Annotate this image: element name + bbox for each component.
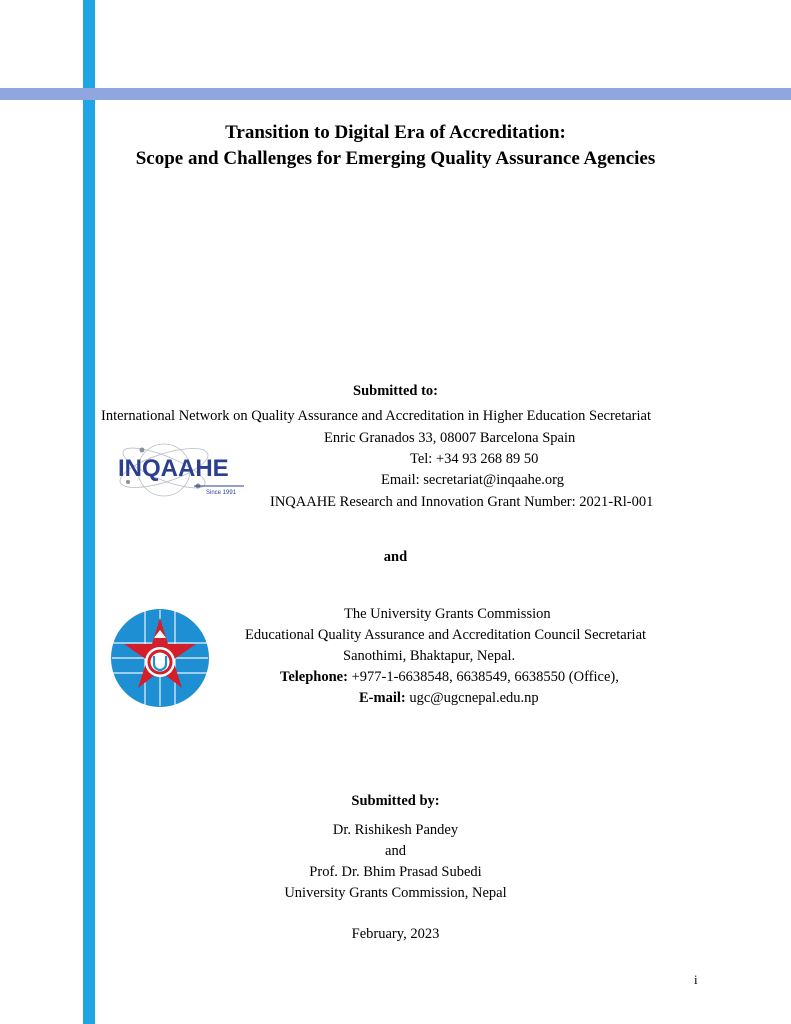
author-affiliation: University Grants Commission, Nepal: [284, 885, 507, 901]
title-line-2: Scope and Challenges for Emerging Quality Assurance Agencies: [135, 148, 656, 169]
author-1: Dr. Rishikesh Pandey: [332, 822, 459, 838]
ugc-nepal-logo: [110, 608, 210, 708]
inqaahe-org-name: International Network on Quality Assurance and Accreditation in Higher Education Secretariat: [101, 408, 652, 424]
inqaahe-logo-text: INQAAHE: [118, 455, 229, 482]
ugc-email-value: ugc@ugcnepal.edu.np: [405, 690, 539, 706]
ugc-email-label: E-mail:: [359, 690, 406, 706]
document-title: [0, 120, 791, 172]
ugc-email: [359, 688, 539, 709]
author-2: Prof. Dr. Bhim Prasad Subedi: [309, 864, 482, 880]
ugc-name: The University Grants Commission: [344, 606, 551, 622]
title-line-1: Transition to Digital Era of Accreditation:: [225, 122, 566, 143]
and-connector: and: [383, 549, 408, 565]
horizontal-accent-bar: [0, 88, 791, 100]
ugc-council: Educational Quality Assurance and Accreditation Council Secretariat: [245, 627, 647, 643]
submitted-to-heading: Submitted to:: [353, 383, 438, 399]
ugc-telephone-label: Telephone:: [280, 669, 348, 685]
inqaahe-logo-since: Since 1991: [206, 490, 237, 496]
inqaahe-grant-number: INQAAHE Research and Innovation Grant Number: 2021-Rl-001: [270, 494, 654, 510]
inqaahe-address: Enric Granados 33, 08007 Barcelona Spain: [324, 430, 576, 446]
ugc-telephone-value: +977-1-6638548, 6638549, 6638550 (Office),: [347, 669, 619, 685]
inqaahe-tel: Tel: +34 93 268 89 50: [410, 451, 539, 467]
ugc-telephone: [280, 667, 619, 688]
inqaahe-email: Email: secretariat@inqaahe.org: [381, 472, 564, 488]
submission-date: February, 2023: [351, 926, 440, 942]
submitted-by-heading: Submitted by:: [351, 793, 440, 809]
ugc-address: Sanothimi, Bhaktapur, Nepal.: [343, 648, 516, 664]
inqaahe-logo: [112, 438, 248, 508]
page-number: i: [694, 972, 698, 987]
authors-and: and: [385, 843, 406, 859]
